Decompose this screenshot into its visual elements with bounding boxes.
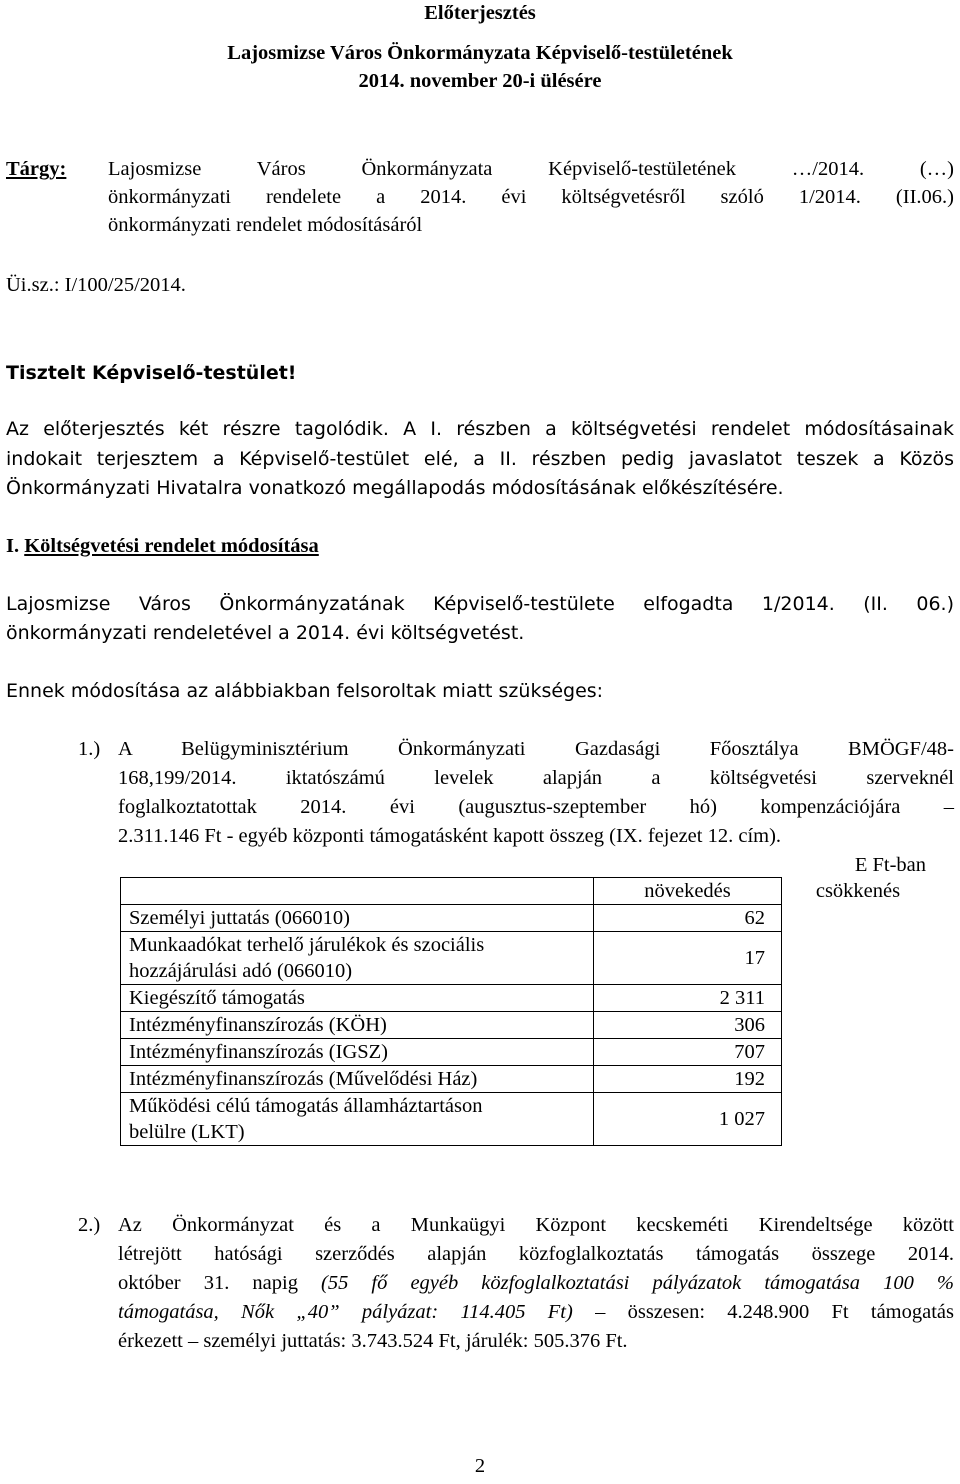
row-increase: 306 (594, 1012, 782, 1039)
page-number: 2 (474, 1455, 486, 1477)
item2-line4-italic: támogatása, Nők „40” pályázat: 114.405 Ft) (118, 1301, 573, 1323)
table-row (121, 1066, 935, 1093)
document-title-line3: 2014. november 20-i ülésére (358, 70, 602, 92)
row-label-line2: belülre (LKT) (129, 1121, 245, 1143)
subject-line1: Lajosmizse Város Önkormányzata Képviselő-testületének …/2014. (…) (108, 158, 954, 180)
row-decrease (782, 1066, 935, 1093)
row-label (121, 932, 594, 985)
subject-label: Tárgy: (6, 158, 67, 180)
row-increase: 707 (594, 1039, 782, 1066)
table-header-empty (121, 878, 594, 905)
row-label: Személyi juttatás (066010) (121, 905, 594, 932)
row-decrease (782, 1039, 935, 1066)
row-increase: 192 (594, 1066, 782, 1093)
file-number: Üi.sz.: I/100/25/2014. (6, 274, 186, 296)
section-heading (6, 535, 319, 558)
col-header-increase: növekedés (594, 878, 782, 905)
salutation: Tisztelt Képviselő-testület! (6, 362, 297, 384)
row-increase: 17 (594, 932, 782, 985)
financial-table (120, 877, 935, 1146)
item1-line4: 2.311.146 Ft - egyéb központi támogatásként kapott összeg (IX. fejezet 12. cím). (118, 825, 782, 847)
row-label (121, 1093, 594, 1146)
row-decrease (782, 932, 935, 985)
row-label-line1: Munkaadókat terhelő járulékok és szociális (129, 934, 485, 956)
section-para1-line2: önkormányzati rendeletével a 2014. évi költségvetést. (6, 622, 525, 644)
item1-line2: 168,199/2014. iktatószámú levelek alapján a költségvetési szerveknél (118, 767, 954, 789)
row-label: Intézményfinanszírozás (Művelődési Ház) (121, 1066, 594, 1093)
item2-line4-plain: – összesen: 4.248.900 Ft támogatás (572, 1301, 954, 1323)
section-title: Költségvetési rendelet módosítása (24, 535, 319, 557)
table-row (121, 1039, 935, 1066)
row-decrease (782, 1093, 935, 1146)
item2-line3 (118, 1272, 954, 1295)
row-label: Intézményfinanszírozás (KÖH) (121, 1012, 594, 1039)
item1-number: 1.) (78, 738, 101, 760)
item2-line3-italic: (55 fő egyéb közfoglalkoztatási pályázatok támogatása 100 % (321, 1272, 954, 1294)
intro-line2: indokait terjesztem a Képviselő-testület elé, a II. részben pedig javaslatot teszek a Közös (6, 448, 954, 470)
intro-line1: Az előterjesztés két részre tagolódik. A I. részben a költségvetési rendelet módosításainak (6, 418, 954, 440)
row-decrease (782, 1012, 935, 1039)
subject-line3: önkormányzati rendelet módosításáról (108, 214, 423, 236)
row-decrease (782, 985, 935, 1012)
item2-line4 (118, 1301, 954, 1324)
row-increase: 62 (594, 905, 782, 932)
row-increase: 1 027 (594, 1093, 782, 1146)
item2-line2: létrejött hatósági szerződés alapján közfoglalkoztatás támogatás összege 2014. (118, 1243, 954, 1265)
table-row (121, 1012, 935, 1039)
item2-line3-plain: október 31. napig (118, 1272, 322, 1294)
section-para1-line1: Lajosmizse Város Önkormányzatának Képviselő-testülete elfogadta 1/2014. (II. 06.) (6, 593, 954, 615)
row-label: Intézményfinanszírozás (IGSZ) (121, 1039, 594, 1066)
subject-line2: önkormányzati rendelete a 2014. évi költségvetésről szóló 1/2014. (II.06.) (108, 186, 954, 208)
table-header-row (121, 878, 935, 905)
row-label-line2: hozzájárulási adó (066010) (129, 960, 353, 982)
section-para2: Ennek módosítása az alábbiakban felsoroltak miatt szükséges: (6, 680, 604, 702)
document-title-line2: Lajosmizse Város Önkormányzata Képviselő-testületének (227, 42, 733, 64)
table-row (121, 905, 935, 932)
row-label-line1: Működési célú támogatás államháztartáson (129, 1095, 483, 1117)
col-header-decrease: csökkenés (815, 880, 901, 902)
item1-line1: A Belügyminisztérium Önkormányzati Gazdasági Főosztálya BMÖGF/48- (118, 738, 954, 760)
row-increase: 2 311 (594, 985, 782, 1012)
table-row (121, 985, 935, 1012)
intro-line3: Önkormányzati Hivatalra vonatkozó megállapodás módosításának előkészítésére. (6, 477, 784, 499)
item2-line1: Az Önkormányzat és a Munkaügyi Központ kecskeméti Kirendeltsége között (118, 1214, 954, 1236)
unit-label: E Ft-ban (854, 854, 926, 876)
item1-line3: foglalkoztatottak 2014. évi (augusztus-szeptember hó) kompenzációjára – (118, 796, 954, 818)
item2-line5: érkezett – személyi juttatás: 3.743.524 Ft, járulék: 505.376 Ft. (118, 1330, 628, 1352)
item2-number: 2.) (78, 1214, 101, 1236)
row-decrease (782, 905, 935, 932)
table-row (121, 1093, 935, 1146)
table-row (121, 932, 935, 985)
row-label: Kiegészítő támogatás (121, 985, 594, 1012)
section-number: I. (6, 535, 20, 557)
document-title: Előterjesztés (424, 2, 536, 24)
